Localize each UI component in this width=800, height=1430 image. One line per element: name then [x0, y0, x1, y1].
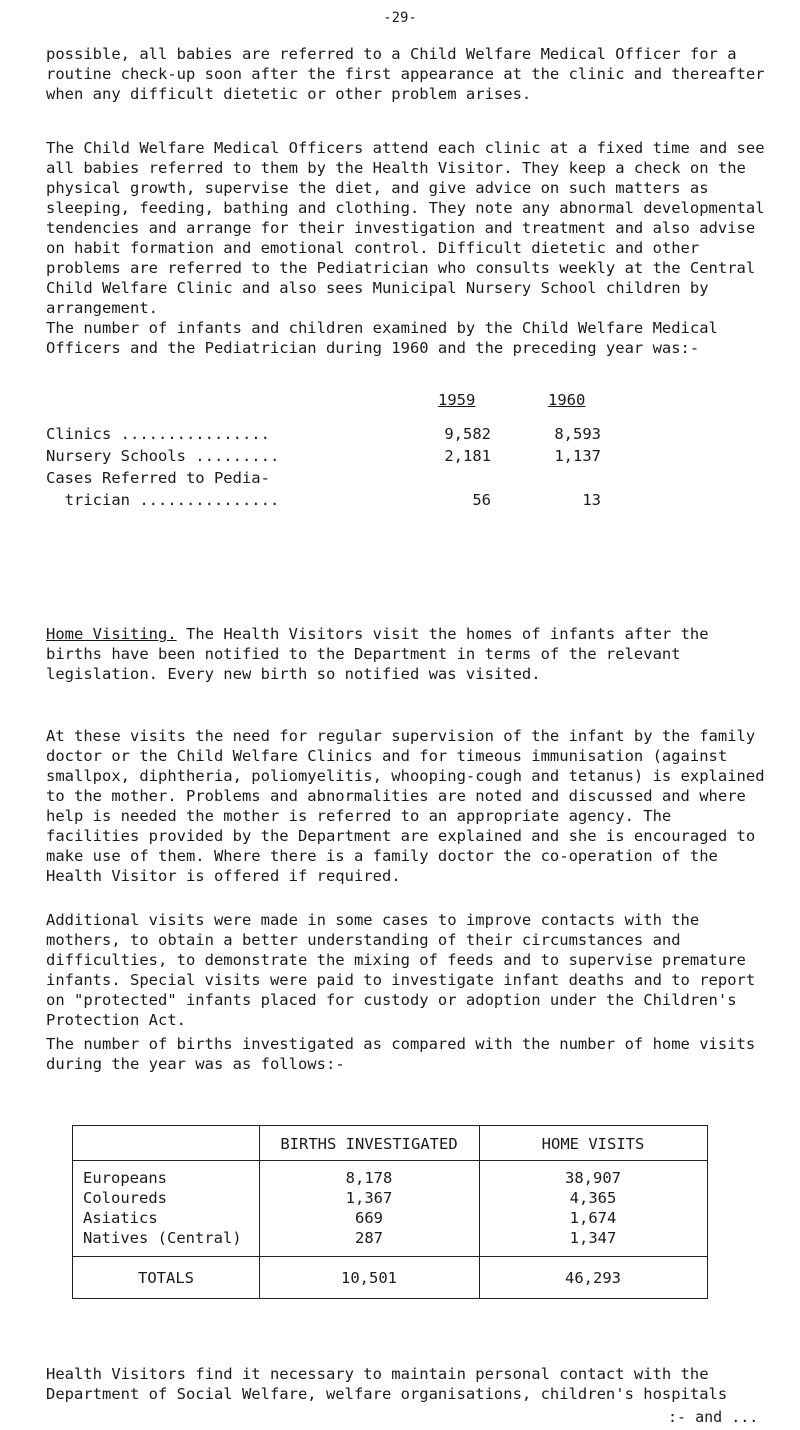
value-1960: 1,137 [554, 447, 601, 465]
births-value: 669 [355, 1209, 383, 1227]
section-heading: Home Visiting. [46, 625, 177, 643]
visits-value: 1,347 [569, 1229, 617, 1247]
row-label: Asiatics [83, 1209, 158, 1227]
continuation-marker: :- and ... [668, 1408, 759, 1426]
column-header-visits: HOME VISITS [541, 1135, 645, 1153]
paragraph-health-visitors-contact: Health Visitors find it necessary to maintain personal contact with the Department of Social Welfare, welfare organisations, children's hospitals [46, 1365, 728, 1403]
births-value: 287 [355, 1229, 383, 1247]
row-label: Nursery Schools ......... [46, 447, 280, 465]
totals-label: TOTALS [138, 1269, 194, 1287]
row-label: Cases Referred to Pedia- [46, 469, 270, 487]
paragraph-visit-details: At these visits the need for regular supervision of the infant by the family doctor or the Child Welfare Clinics and for timeous immunisation (against smallpox, diphtheria, poliomyelitis, whooping-cough and tetanus) is explained to the mother. Problems and abnormalities are noted and discussed and where help is needed the mother is referred to an appropriate agency. The facilities provided by the Department are explained and she is encouraged to make use of them. Where there is a family doctor the co-operation of the Health Visitor is offered if required. [46, 727, 765, 885]
value-1959: 9,582 [444, 425, 491, 443]
paragraph-medical-officers: The Child Welfare Medical Officers attend each clinic at a fixed time and see all babies referred to them by the Health Visitor. They keep a check on the physical growth, supervise the diet, and give advice on such matters as sleeping, feeding, bathing and clothing. They note any abnormal developmental tendencies and arrange for their investigation and treatment and also advise on habit formation and emotional control. Difficult dietetic and other problems are referred to the Pediatrician who consults weekly at the Central Child Welfare Clinic and also sees Municipal Nursery School children by arrangement. [46, 139, 765, 317]
row-label: Natives (Central) [83, 1229, 242, 1247]
row-label: Coloureds [83, 1189, 167, 1207]
visits-value: 38,907 [565, 1169, 621, 1187]
table-row [46, 468, 626, 488]
paragraph-additional-visits: Additional visits were made in some cases to improve contacts with the mothers, to obtain a better understanding of their circumstances and difficulties, to demonstrate the mixing of feeds and to supervise premature infants. Special visits were paid to investigate infant deaths and to report on "protected" infants placed for custody or adoption under the Children's Protection Act. [46, 911, 756, 1029]
year-1959-header: 1959 [438, 391, 476, 409]
row-label: Europeans [83, 1169, 167, 1187]
totals-visits: 46,293 [565, 1269, 621, 1287]
births-value: 1,367 [345, 1189, 393, 1207]
value-1960: 8,593 [554, 425, 601, 443]
table-row [46, 446, 626, 466]
paragraph-referral: possible, all babies are referred to a Child Welfare Medical Officer for a routine check-up soon after the first appearance at the clinic and thereafter when any difficult dietetic or other problem arises. [46, 45, 765, 103]
year-1960-header: 1960 [548, 391, 586, 409]
paragraph-number-examined: The number of infants and children examined by the Child Welfare Medical Officers and the Pediatrician during 1960 and the preceding year was:- [46, 319, 718, 357]
table-row [46, 424, 626, 444]
births-visits-table [72, 1125, 708, 1299]
paragraph-births-intro: The number of births investigated as compared with the number of home visits during the year was as follows:- [46, 1035, 756, 1073]
column-header-births: BIRTHS INVESTIGATED [280, 1135, 458, 1153]
totals-births: 10,501 [341, 1269, 397, 1287]
value-1959: 2,181 [444, 447, 491, 465]
row-label: Clinics ................ [46, 425, 270, 443]
value-1959: 56 [472, 491, 491, 509]
paragraph-home-visiting [46, 624, 766, 684]
row-label: trician ............... [46, 491, 280, 509]
births-value: 8,178 [345, 1169, 393, 1187]
visits-value: 1,674 [569, 1209, 617, 1227]
paragraph-text: The Health Visitors visit the homes of infants after the births have been notified to the Department in terms of the relevant legislation. Every new birth so notified was visited. [46, 625, 709, 683]
visits-value: 4,365 [569, 1189, 617, 1207]
page-number: -29- [383, 10, 417, 26]
value-1960: 13 [582, 491, 601, 509]
table-row [46, 490, 626, 510]
